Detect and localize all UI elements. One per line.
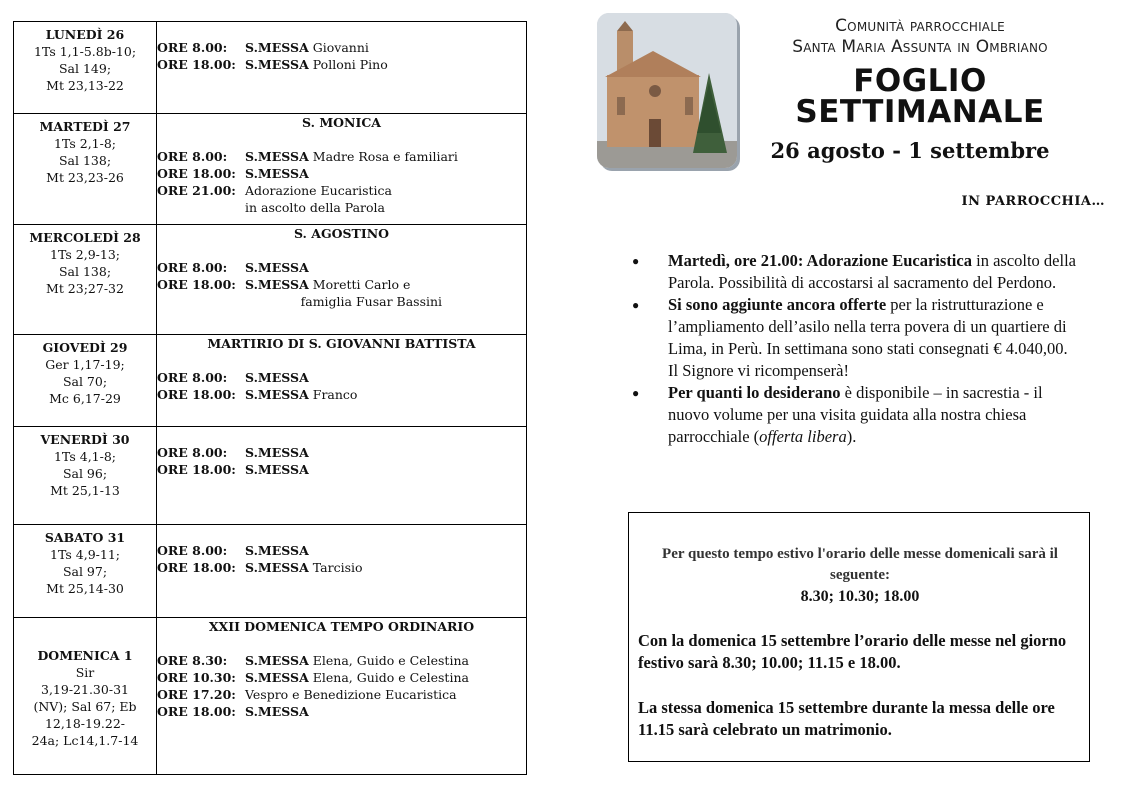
day-readings: 1Ts 2,9-13; Sal 138; Mt 23;27-32	[46, 247, 124, 296]
mass-time: ORE 8.00:	[157, 149, 228, 164]
masses-cell	[157, 427, 527, 525]
day-readings: 1Ts 1,1-5.8b-10; Sal 149; Mt 23,13-22	[33, 44, 137, 93]
day-cell	[14, 525, 157, 618]
mass-intention: Polloni Pino	[312, 57, 388, 72]
schedule-row	[14, 335, 527, 427]
mass-type: S.MESSA	[245, 387, 309, 402]
mass-entry	[157, 444, 526, 461]
mass-entry	[157, 559, 526, 576]
mass-type: S.MESSA	[245, 543, 309, 558]
mass-type: S.MESSA	[245, 57, 309, 72]
mass-intention: Elena, Guido e Celestina	[312, 653, 469, 668]
day-readings: Ger 1,17-19; Sal 70; Mc 6,17-29	[45, 357, 125, 406]
day-name: SABATO 31	[44, 530, 126, 545]
mass-time: ORE 8.30:	[157, 653, 228, 668]
mass-intention-continued: famiglia Fusar Bassini	[245, 294, 443, 309]
mass-entry	[157, 369, 526, 386]
mass-spacer	[157, 242, 526, 259]
day-name: DOMENICA 1	[37, 648, 133, 663]
masses-cell	[157, 225, 527, 335]
day-info	[14, 643, 156, 749]
mass-spacer	[157, 635, 526, 652]
mass-type: S.MESSA	[245, 653, 309, 668]
mass-intention: Adorazione Eucaristica	[245, 183, 393, 198]
mass-type: S.MESSA	[245, 445, 309, 460]
mass-entry	[157, 259, 526, 276]
mass-intention: Vespro e Benedizione Eucaristica	[245, 687, 457, 702]
mass-entry	[157, 703, 526, 720]
title-line-1: FOGLIO	[853, 63, 987, 99]
mass-entry	[157, 386, 526, 403]
mass-time: ORE 21.00:	[157, 183, 236, 198]
title-line-2: SETTIMANALE	[795, 94, 1045, 130]
day-info	[14, 225, 156, 297]
day-info	[14, 335, 156, 407]
feast-title: MARTIRIO DI S. GIOVANNI BATTISTA	[207, 336, 476, 351]
day-readings: Sir 3,19-21.30-31 (NV); Sal 67; Eb 12,18-19.22- 24a; Lc14,1.7-14	[31, 665, 139, 748]
notice-text: in ascolto della Parola. Possibilità di accostarsi al sacramento del Perdono.	[668, 251, 1076, 292]
notice-item	[630, 294, 1080, 382]
schedule-body	[14, 22, 527, 775]
day-cell	[14, 335, 157, 427]
day-cell	[14, 22, 157, 114]
mass-entry	[157, 461, 526, 478]
day-cell	[14, 225, 157, 335]
feast-spacer	[157, 525, 526, 542]
mass-type: S.MESSA	[245, 670, 309, 685]
mass-time: ORE 18.00:	[157, 560, 236, 575]
day-name: LUNEDÌ 26	[45, 27, 125, 42]
mass-time: ORE 8.00:	[157, 445, 228, 460]
mass-entry	[157, 148, 526, 165]
feast-title: XXII DOMENICA TEMPO ORDINARIO	[208, 619, 475, 634]
community-line-1: Comunità parrocchiale	[835, 16, 1005, 36]
notice-lead: Si sono aggiunte ancora offerte	[668, 295, 887, 314]
wedding-note: La stessa domenica 15 settembre durante la messa delle ore 11.15 sarà celebrato un matrimonio.	[638, 698, 1055, 739]
mass-type: S.MESSA	[245, 260, 309, 275]
mass-type: S.MESSA	[245, 277, 309, 292]
church-photo	[597, 13, 737, 168]
schedule-row	[14, 114, 527, 225]
notice-lead: Per quanti lo desiderano	[668, 383, 841, 402]
mass-entry	[157, 39, 526, 56]
notice-italic: offerta libera	[759, 427, 847, 446]
masses-cell	[157, 618, 527, 775]
schedule-row	[14, 22, 527, 114]
mass-type: S.MESSA	[245, 166, 309, 181]
day-readings: 1Ts 4,1-8; Sal 96; Mt 25,1-13	[50, 449, 120, 498]
church-illustration	[597, 13, 737, 168]
mass-time: ORE 18.00:	[157, 57, 236, 72]
day-cell	[14, 427, 157, 525]
mass-time: ORE 8.00:	[157, 260, 228, 275]
day-info	[14, 114, 156, 186]
mass-time: ORE 18.00:	[157, 704, 236, 719]
mass-type: S.MESSA	[245, 462, 309, 477]
day-readings: 1Ts 4,9-11; Sal 97; Mt 25,14-30	[46, 547, 124, 596]
mass-type: S.MESSA	[245, 149, 309, 164]
mass-entry	[157, 542, 526, 559]
mass-spacer	[157, 352, 526, 369]
feast-title: S. AGOSTINO	[293, 226, 390, 241]
notice-text: per la ristrutturazione e l’ampliamento dell’asilo nella terra povera di un quartiere di Lima, in Perù. In settimana sono stati consegnati € 4.040,00. Il Signore vi ricompenserà!	[668, 295, 1068, 380]
section-heading: IN PARROCCHIA…	[961, 194, 1105, 209]
notice-text: è disponibile – in sacrestia - il nuovo volume per una visita guidata alla nostra chiesa parrocchiale (	[668, 383, 1043, 446]
day-name: VENERDÌ 30	[40, 432, 130, 447]
day-info	[14, 525, 156, 597]
mass-entry	[157, 182, 526, 199]
schedule-row	[14, 427, 527, 525]
day-cell	[14, 618, 157, 775]
mass-spacer	[157, 131, 526, 148]
weekly-schedule-table	[13, 21, 527, 775]
mass-time: ORE 18.00:	[157, 166, 236, 181]
mass-type: S.MESSA	[245, 40, 309, 55]
day-readings: 1Ts 2,1-8; Sal 138; Mt 23,23-26	[46, 136, 124, 185]
day-name: MARTEDÌ 27	[39, 119, 131, 134]
mass-intention: Elena, Guido e Celestina	[312, 670, 469, 685]
mass-time: ORE 17.20:	[157, 687, 236, 702]
summer-times: 8.30; 10.30; 18.00	[800, 588, 920, 605]
week-dates: 26 agosto - 1 settembre	[770, 138, 1050, 163]
mass-intention: Madre Rosa e familiari	[312, 149, 458, 164]
mass-time: ORE 8.00:	[157, 543, 228, 558]
mass-time: ORE 8.00:	[157, 370, 228, 385]
schedule-row	[14, 225, 527, 335]
mass-entry	[157, 276, 526, 293]
mass-type: S.MESSA	[245, 560, 309, 575]
mass-intention: Tarcisio	[312, 560, 363, 575]
day-cell	[14, 114, 157, 225]
mass-intention: Giovanni	[312, 40, 369, 55]
mass-time: ORE 10.30:	[157, 670, 236, 685]
mass-times-box	[628, 512, 1090, 762]
mass-intention-continued: in ascolto della Parola	[245, 200, 386, 215]
feast-spacer	[157, 427, 526, 444]
notices-list	[630, 250, 1080, 448]
feast-title: S. MONICA	[302, 115, 381, 130]
masthead-title	[790, 63, 1050, 130]
day-name: GIOVEDÌ 29	[42, 340, 128, 355]
day-name: MERCOLEDÌ 28	[29, 230, 141, 245]
mass-entry	[157, 686, 526, 703]
mass-entry	[157, 652, 526, 669]
schedule-row	[14, 525, 527, 618]
mass-type: S.MESSA	[245, 704, 309, 719]
notice-tail: ).	[846, 427, 857, 446]
mass-entry	[157, 165, 526, 182]
feast-spacer	[157, 22, 526, 39]
summer-intro	[637, 544, 1083, 607]
day-info	[14, 427, 156, 499]
summer-intro-text: Per questo tempo estivo l'orario delle messe domenicali sarà il seguente:	[662, 546, 1058, 583]
mass-type: S.MESSA	[245, 370, 309, 385]
day-info	[14, 22, 156, 94]
masses-cell	[157, 114, 527, 225]
schedule-row	[14, 618, 527, 775]
community-name	[760, 16, 1080, 58]
mass-intention: Franco	[312, 387, 358, 402]
masses-cell	[157, 335, 527, 427]
notice-item	[630, 382, 1080, 448]
community-line-2: Santa Maria Assunta in Ombriano	[792, 37, 1048, 57]
masses-cell	[157, 22, 527, 114]
notice-lead: Martedì, ore 21.00: Adorazione Eucaristica	[668, 251, 972, 270]
mass-entry	[157, 56, 526, 73]
mass-time: ORE 18.00:	[157, 462, 236, 477]
mass-time: ORE 18.00:	[157, 277, 236, 292]
mass-time: ORE 18.00:	[157, 387, 236, 402]
new-schedule-note: Con la domenica 15 settembre l’orario delle messe nel giorno festivo sarà 8.30; 10.00; 11.15 e 18.00.	[638, 631, 1067, 672]
mass-intention: Moretti Carlo e	[312, 277, 411, 292]
mass-time: ORE 8.00:	[157, 40, 228, 55]
mass-entry	[157, 669, 526, 686]
notice-item	[630, 250, 1080, 294]
masses-cell	[157, 525, 527, 618]
